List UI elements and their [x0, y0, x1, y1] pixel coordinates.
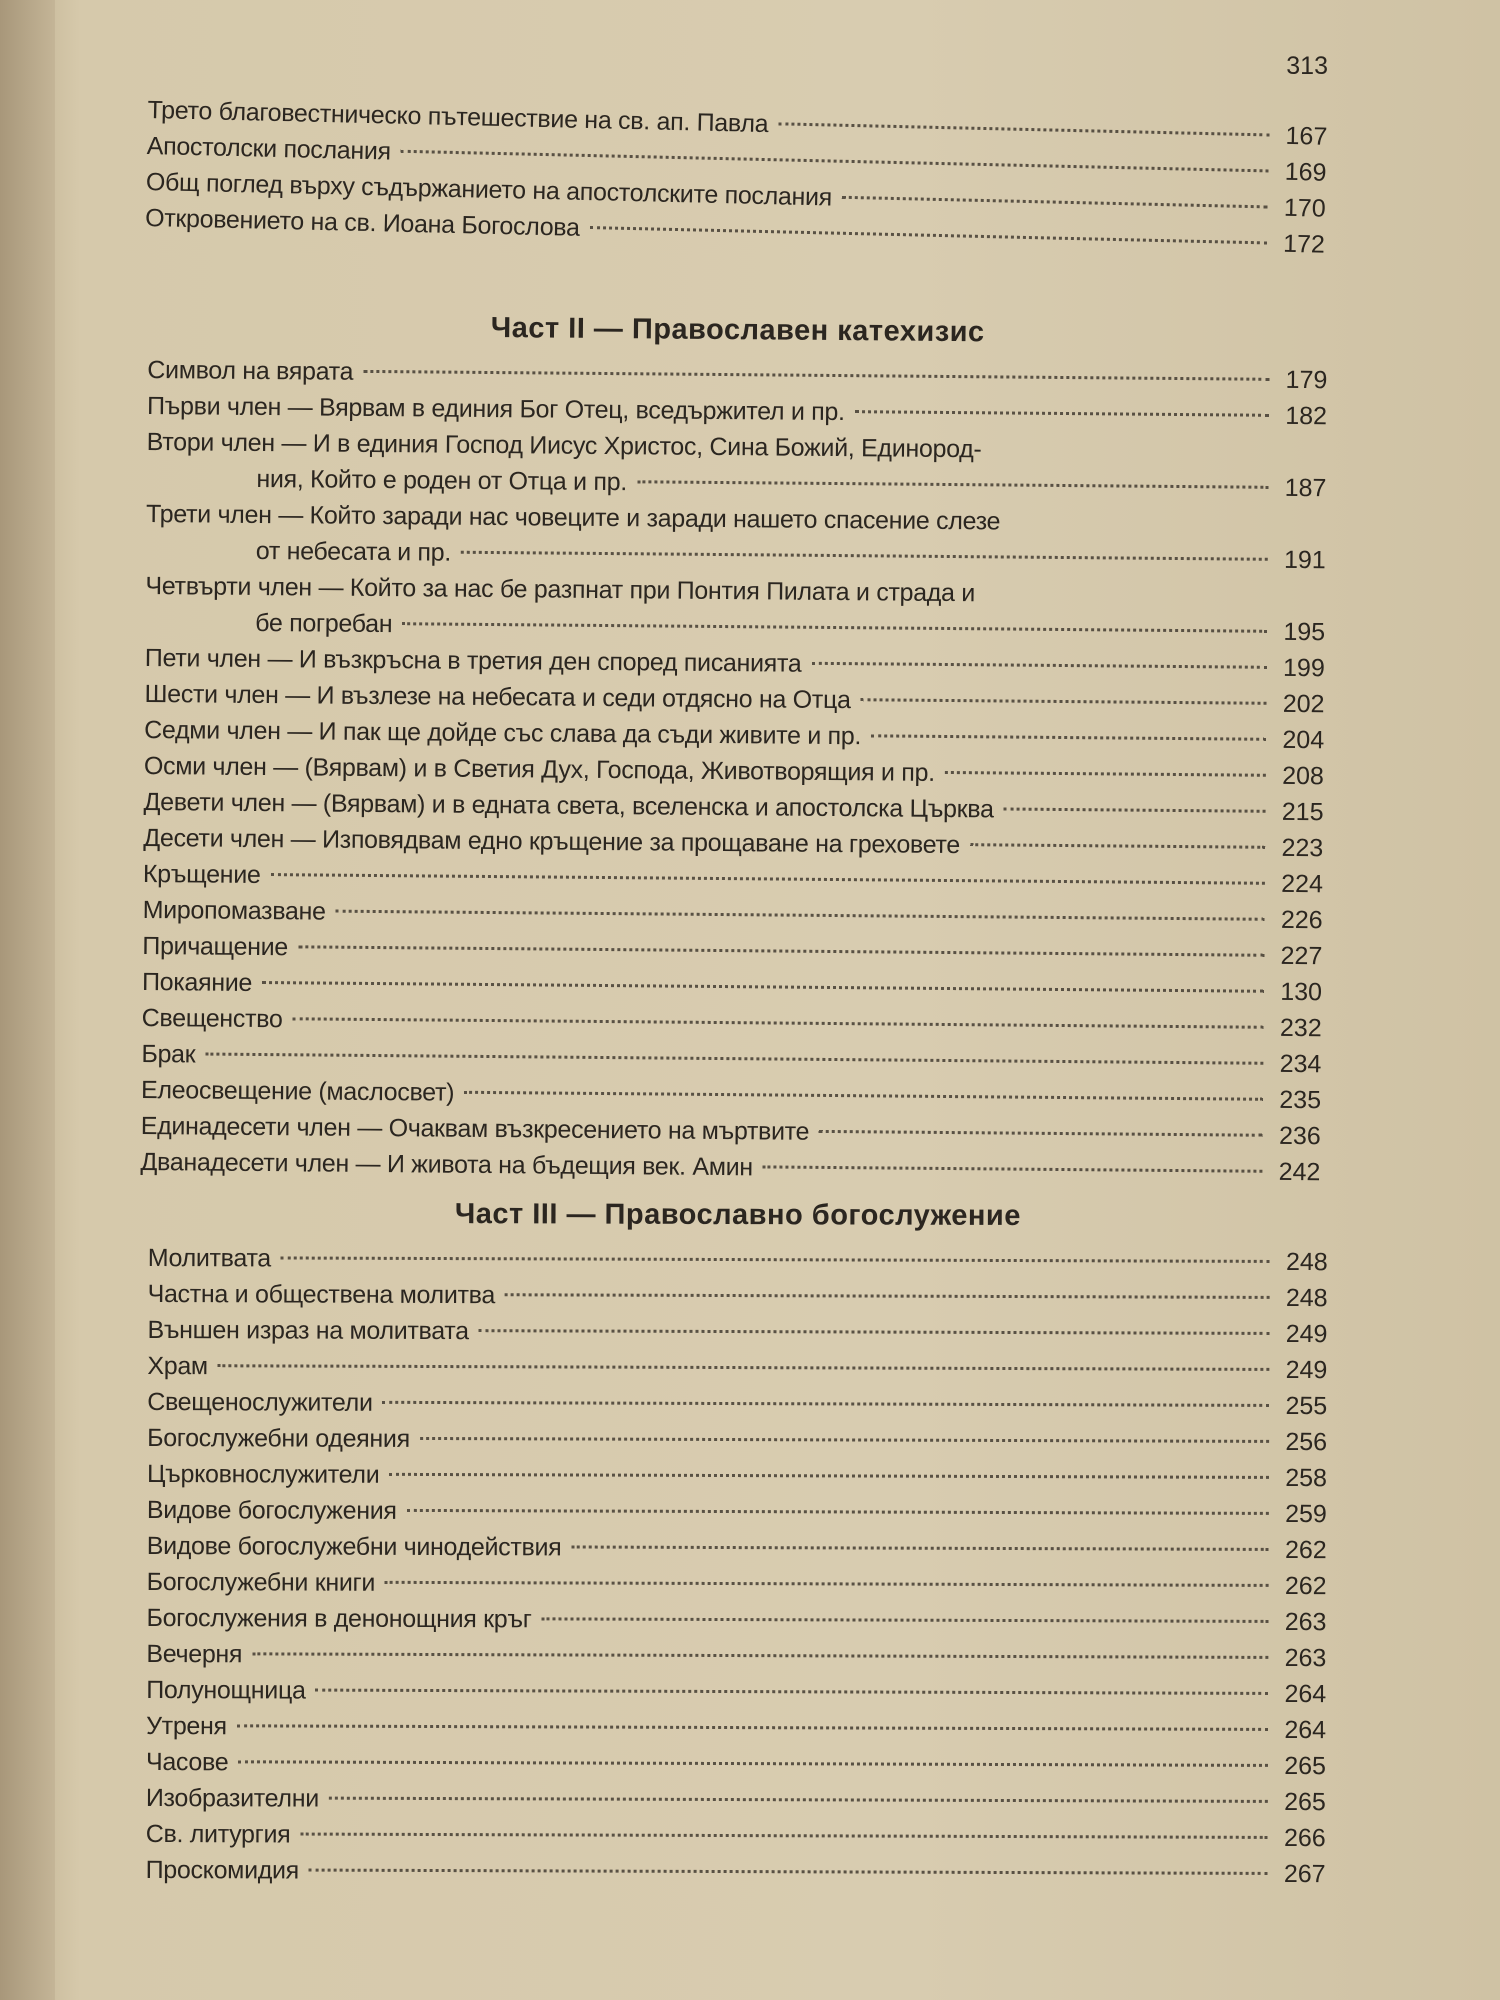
entry-title: Десети член — Изповядвам едно кръщение за прощаване на греховете	[143, 823, 961, 860]
entry-title: Проскомидия	[145, 1855, 300, 1885]
entry-page: 179	[1285, 365, 1328, 395]
entry-title: Девети член — (Вярвам) и в едната света, вселенска и апостолска Църква	[143, 787, 994, 824]
dot-leader	[389, 1473, 1269, 1479]
entry-title: Църковнослужители	[146, 1459, 380, 1489]
entry-title: Първи член — Вярвам в единия Бог Отец, вседържител и пр.	[146, 391, 845, 427]
dot-leader	[336, 910, 1265, 921]
dot-leader	[298, 945, 1264, 956]
dot-leader	[281, 1256, 1270, 1262]
entry-title: Богослужебни книги	[146, 1567, 376, 1597]
dot-leader	[401, 150, 1269, 173]
entry-title: Молитвата	[147, 1243, 271, 1273]
dot-leader	[861, 698, 1267, 705]
part-3-heading: Част III — Православно богослужение	[454, 1198, 1021, 1233]
toc-entry	[148, 1276, 1328, 1316]
dot-leader	[300, 1833, 1267, 1839]
entry-page: 236	[1278, 1121, 1321, 1151]
dot-leader	[763, 1165, 1263, 1172]
entry-page: 249	[1285, 1319, 1328, 1349]
dot-leader	[842, 196, 1268, 209]
entry-page: 215	[1281, 797, 1324, 827]
entry-title: Апостолски послания	[146, 131, 392, 166]
entry-page: 249	[1285, 1355, 1328, 1385]
toc-entry	[147, 1492, 1327, 1532]
toc-part-1	[145, 92, 1328, 263]
dot-leader	[420, 1437, 1269, 1443]
entry-title: Шести член — И възлезе на небесата и седи отдясно на Отца	[144, 679, 851, 715]
dot-leader	[385, 1581, 1269, 1587]
entry-title: Пети член — И възкръсна в третия ден според писанията	[144, 643, 802, 678]
entry-title: Полунощница	[146, 1675, 306, 1705]
toc-entry	[146, 1636, 1326, 1676]
toc-part-3	[146, 1186, 1328, 1892]
entry-page: 259	[1285, 1499, 1327, 1529]
entry-page: 169	[1284, 157, 1327, 187]
entry-page: 202	[1282, 689, 1325, 719]
dot-leader	[252, 1652, 1268, 1659]
dot-leader	[945, 771, 1266, 777]
dot-leader	[271, 873, 1265, 885]
entry-title: Елеосвещение (маслосвет)	[140, 1075, 455, 1107]
toc-entry	[147, 1420, 1327, 1460]
entry-page: 262	[1284, 1535, 1327, 1565]
entry-title-continuation: ния, Който е роден от Отца и пр.	[256, 464, 628, 497]
dot-leader	[309, 1869, 1268, 1875]
dot-leader	[970, 843, 1265, 849]
dot-leader	[205, 1053, 1263, 1065]
entry-page: 242	[1278, 1157, 1321, 1187]
entry-title: Четвърти член — Който за нас бе разпнат при Понтия Пилата и страда и	[145, 571, 976, 608]
dot-leader	[383, 1401, 1270, 1407]
entry-page: 204	[1282, 725, 1325, 755]
entry-page: 264	[1284, 1715, 1327, 1745]
entry-title-continuation: бе погребан	[255, 608, 393, 639]
dot-leader	[329, 1797, 1268, 1803]
book-gutter	[0, 0, 55, 2000]
toc-part-2	[140, 298, 1328, 1190]
dot-leader	[819, 1130, 1263, 1137]
dot-leader	[363, 370, 1269, 381]
page-number: 313	[1286, 52, 1328, 80]
entry-title: Св. литургия	[145, 1819, 291, 1849]
entry-page: 130	[1280, 977, 1323, 1007]
entry-page: 227	[1280, 941, 1323, 971]
dot-leader	[542, 1617, 1269, 1623]
entry-page: 199	[1282, 653, 1325, 683]
entry-page: 232	[1279, 1013, 1322, 1043]
entry-title: Богослужебни одеяния	[147, 1423, 410, 1453]
entry-title: Изобразителни	[145, 1783, 319, 1813]
toc-entry	[146, 1708, 1326, 1748]
dot-leader	[237, 1724, 1268, 1731]
entry-page: 255	[1285, 1391, 1328, 1421]
dot-leader	[238, 1760, 1268, 1767]
entry-page: 235	[1279, 1085, 1322, 1115]
entry-page: 208	[1282, 761, 1324, 791]
entry-title: Трето благовестническо пътешествие на св. ап. Павла	[147, 95, 769, 139]
entry-page: 187	[1284, 473, 1327, 503]
dot-leader	[1004, 807, 1266, 812]
dot-leader	[571, 1545, 1268, 1550]
entry-title: Дванадесети член — И живота на бъдещия век. Амин	[140, 1147, 753, 1182]
toc-entry	[146, 1744, 1326, 1784]
toc-entry	[147, 1348, 1327, 1388]
toc-entry	[146, 1780, 1326, 1820]
entry-page: 167	[1285, 121, 1328, 151]
entry-title: Храм	[147, 1351, 208, 1381]
entry-title: Часове	[145, 1747, 229, 1777]
entry-page: 195	[1283, 617, 1326, 647]
toc-entry	[147, 1312, 1327, 1352]
dot-leader	[778, 122, 1269, 136]
entry-page: 248	[1285, 1283, 1328, 1313]
toc-entry	[147, 1456, 1327, 1496]
dot-leader	[218, 1364, 1270, 1371]
entry-title: Видове богослужения	[146, 1495, 397, 1525]
entry-page: 172	[1282, 229, 1326, 259]
toc-entry	[147, 1564, 1327, 1604]
entry-title: Частна и обществена молитва	[147, 1279, 496, 1310]
entry-page: 266	[1283, 1823, 1326, 1853]
toc-entry	[146, 1852, 1326, 1892]
entry-page: 263	[1284, 1643, 1327, 1673]
toc-entry	[146, 1600, 1326, 1640]
entry-title: Седми член — И пак ще дойде със слава да съди живите и пр.	[144, 715, 862, 751]
entry-page: 265	[1284, 1751, 1327, 1781]
dot-leader	[464, 1091, 1263, 1101]
entry-page: 267	[1283, 1859, 1326, 1889]
dot-leader	[855, 410, 1269, 417]
entry-page: 191	[1283, 545, 1326, 575]
entry-page: 182	[1285, 401, 1328, 431]
dot-leader	[262, 981, 1264, 993]
entry-page: 264	[1284, 1679, 1327, 1709]
toc-entry	[148, 1240, 1328, 1280]
entry-page: 223	[1281, 833, 1324, 863]
entry-title: Причащение	[142, 931, 289, 962]
entry-title: Миропомазване	[142, 895, 326, 926]
entry-title: Единадесети член — Очаквам възкресението на мъртвите	[140, 1111, 810, 1146]
toc-entry	[147, 1384, 1327, 1424]
entry-title: Свещенослужители	[147, 1387, 373, 1417]
dot-leader	[637, 480, 1268, 489]
entry-title: Осми член — (Вярвам) и в Светия Дух, Господа, Животворящия и пр.	[143, 751, 935, 787]
dot-leader	[871, 734, 1266, 740]
entry-title: Утреня	[146, 1711, 227, 1741]
entry-title: Кръщение	[142, 859, 261, 890]
dot-leader	[479, 1329, 1270, 1335]
entry-title: Богослужения в денонощния кръг	[146, 1603, 532, 1634]
entry-title: Трети член — Който заради нас човеците и заради нашето спасение слезе	[145, 499, 1001, 536]
entry-title: Общ поглед върху съдържанието на апостолските послания	[145, 167, 833, 212]
dot-leader	[505, 1293, 1270, 1299]
entry-title: Втори член — И в единия Господ Иисус Христос, Сина Божий, Единород-	[146, 427, 982, 464]
dot-leader	[316, 1689, 1269, 1695]
entry-page: 263	[1284, 1607, 1327, 1637]
entry-title: Вечерня	[146, 1639, 243, 1669]
entry-title-continuation: от небесата и пр.	[255, 536, 452, 567]
dot-leader	[293, 1017, 1264, 1028]
dot-leader	[461, 551, 1268, 561]
dot-leader	[590, 226, 1267, 244]
dot-leader	[402, 622, 1267, 633]
entry-title: Външен израз на молитвата	[147, 1315, 469, 1346]
entry-title: Покаяние	[141, 967, 253, 997]
toc-entry	[147, 1528, 1327, 1568]
entry-page: 262	[1284, 1571, 1327, 1601]
toc-entry	[146, 1816, 1326, 1856]
dot-leader	[811, 662, 1266, 669]
entry-page: 258	[1285, 1463, 1328, 1493]
entry-page: 265	[1284, 1787, 1326, 1817]
entry-title: Свещенство	[141, 1003, 283, 1034]
part-2-heading: Част II — Православен катехизис	[490, 311, 985, 349]
dot-leader	[407, 1509, 1269, 1515]
entry-title: Откровението на св. Иоана Богослова	[144, 203, 580, 242]
entry-page: 256	[1285, 1427, 1328, 1457]
entry-page: 234	[1279, 1049, 1322, 1079]
entry-page: 170	[1283, 193, 1326, 223]
entry-title: Символ на вярата	[147, 355, 354, 386]
toc-entry	[146, 1672, 1326, 1712]
entry-page: 226	[1280, 905, 1323, 935]
entry-title: Видове богослужебни чинодействия	[146, 1531, 562, 1562]
entry-page: 224	[1281, 869, 1324, 899]
entry-page: 248	[1285, 1247, 1328, 1277]
entry-title: Брак	[141, 1039, 196, 1069]
